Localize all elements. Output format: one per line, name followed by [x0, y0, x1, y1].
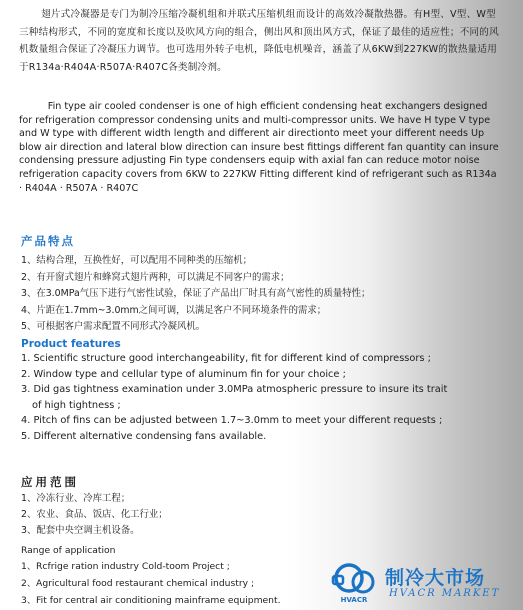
list-item: 1. Scientific structure good interchangeability, fit for different kind of compressors ;	[21, 353, 431, 364]
features-english-list	[21, 351, 501, 445]
list-item: 2、有开窗式翅片和蜂窝式翅片两种，可以满足不同客户的需求；	[21, 271, 290, 283]
list-item: 2、Agricultural food restaurant chemical industry ;	[21, 577, 255, 589]
list-item: 3. Did gas tightness examination under 3.0MPa atmospheric pressure to insure its trait	[21, 384, 448, 396]
list-item: 2. Window type and cellular type of aluminum fin for your choice ;	[21, 368, 346, 380]
application-chinese-heading: 应用范围	[21, 475, 79, 489]
features-english-heading: Product features	[21, 338, 121, 350]
list-item: 4、片距在1.7mm~3.0mm之间可调，以满足客户不同环境条件的需求；	[21, 304, 327, 316]
list-item: 3、在3.0MPa气压下进行气密性试验，保证了产品出厂时具有高气密性的质量特性；	[21, 288, 371, 299]
list-item: 3、配套中央空调主机设备。	[21, 524, 140, 536]
hvacr-market-logo	[325, 560, 523, 606]
logo-english-name: HVACR MARKET	[389, 588, 501, 599]
intro-chinese-paragraph: 翅片式冷凝器是专门为制冷压缩冷凝机组和并联式压缩机组而设计的高效冷凝散热器。有H型、V型、W型三种结构形式，不同的宽度和长度以及吹风方向的组合，侧出风和顶出风方式，保证了最佳的适应性；不同的风机数量组合保证了冷凝压力调节。也可选用外转子电机，降低电机噪音，涵盖了从6KW到227KW的散热量适用于R134a·R404A·R507A·R407C各类制冷剂。	[19, 9, 499, 73]
list-item: 1、Rcfrige ration industry Cold-toom Project ;	[21, 561, 230, 572]
logo-mark-text: HVACR	[340, 596, 368, 604]
list-item: 4. Pitch of fins can be adjusted between 1.7~3.0mm to meet your different requests ;	[21, 415, 443, 427]
features-chinese-list	[21, 253, 501, 336]
list-item: 2、农业、食品、饭店、化工行业；	[21, 508, 168, 520]
list-item: of high tightness ;	[32, 399, 121, 411]
logo-chinese-name: 制冷大市场	[385, 567, 486, 589]
hvacr-logo-mark-icon	[325, 560, 383, 606]
list-item: 5. Different alternative condensing fans available.	[21, 430, 267, 442]
list-item: 1、结构合理，互换性好，可以配用不同种类的压缩机；	[21, 255, 252, 266]
intro-english-paragraph: Fin type air cooled condenser is one of high efficient condensing heat exchangers designed for refrigeration compressor condensing units and multi-compressor units. We have H type V type and W type with different width length and different air directionto meet your different needs Up blow air direction and lateral blow direction can insure best fittings different fan quantity can insure condensing pressure adjusting Fin type condensers equip with axial fan can reduce motor noise refrigeration capacity covers from 6KW to 227KW Fitting different kind of refrigerant such as R134a · R404A · R507A · R407C	[19, 101, 499, 194]
application-english-heading: Range of application	[21, 545, 116, 556]
list-item: 1、冷冻行业、冷库工程；	[21, 493, 131, 504]
application-chinese-list	[21, 491, 501, 538]
list-item: 5、可根据客户需求配置不同形式冷凝风机。	[21, 321, 206, 332]
list-item: 3、Fit for central air conditioning mainframe equipment.	[21, 594, 281, 606]
features-chinese-heading: 产品特点	[21, 234, 75, 248]
